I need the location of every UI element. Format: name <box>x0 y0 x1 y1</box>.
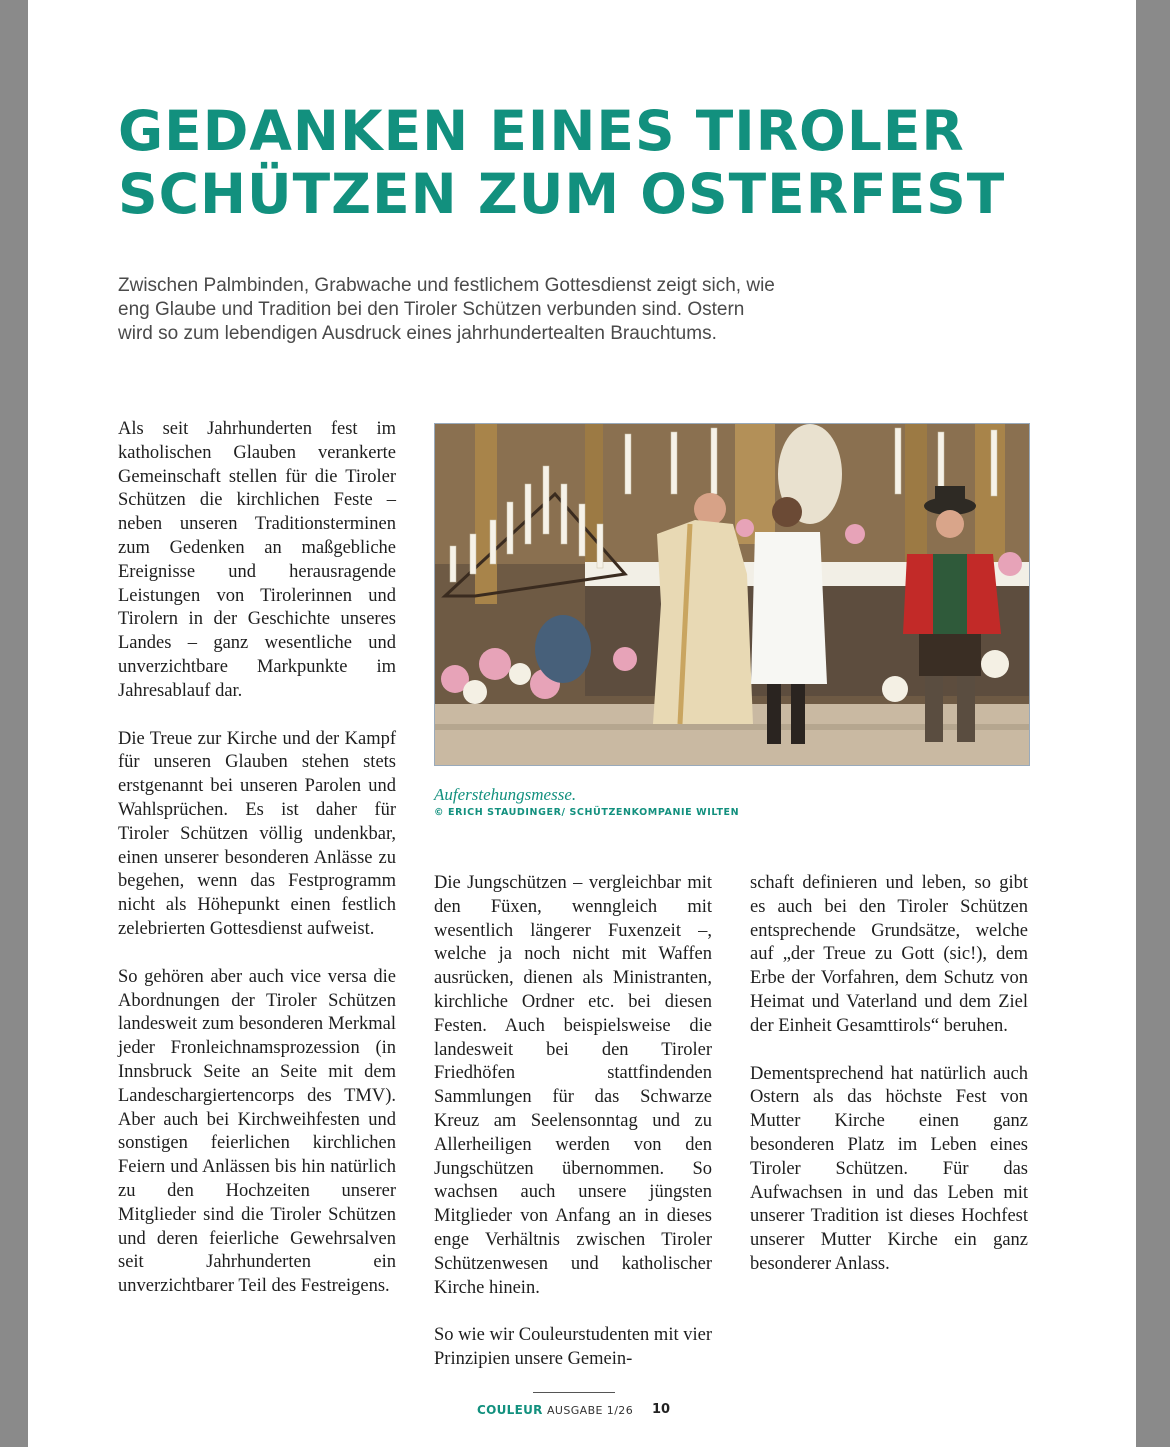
article-column-2 <box>434 872 712 1396</box>
article-column-3 <box>750 872 1028 1301</box>
footer-divider <box>533 1392 615 1393</box>
paragraph: Dementsprechend hat natürlich auch Ostern als das höchste Fest von Mutter Kirche einen ganz besonderen Platz im Leben eines Tiroler Schützen. Für das Aufwachsen in und das Leben mit unserer Tradition ist dieses Hochfest unserer Mutter Kirche ein ganz besonderer Anlass. <box>750 1063 1028 1274</box>
photo-credit: © ERICH STAUDINGER/ SCHÜTZENKOMPANIE WILTEN <box>434 807 740 818</box>
magazine-page <box>28 0 1136 1447</box>
article-title-line: SCHÜTZEN ZUM OSTERFEST <box>118 162 1006 226</box>
paragraph: So wie wir Couleurstudenten mit vier Prinzipien unsere Gemein- <box>434 1325 712 1370</box>
church-altar-photo <box>434 423 1030 766</box>
intro-line: Zwischen Palmbinden, Grabwache und festlichem Gottesdienst zeigt sich, wie <box>118 275 775 296</box>
intro-line: eng Glaube und Tradition bei den Tiroler Schützen verbunden sind. Ostern <box>118 299 745 320</box>
page-footer <box>477 1390 697 1422</box>
paragraph: schaft definieren und leben, so gibt es auch bei den Tiroler Schützen entsprechende Grundsätze, welche auf „der Treue zu Gott (sic!), dem Erbe der Vorfahren, dem Schutz von Heimat und Vaterland und dem Ziel der Einheit Gesamttirols“ beruhen. <box>750 873 1028 1036</box>
paragraph: So gehören aber auch vice versa die Abordnungen der Tiroler Schützen landesweit zum besonderen Merkmal jeder Fronleichnamsprozession (in Innsbruck Seite an Seite mit dem Landeschargiertencorps des TMV). Aber auch bei Kirchweihfesten und sonstigen feierlichen kirchlichen Feiern und Anlässen bis hin natürlich zu den Hochzeiten unserer Mitglieder sind die Tiroler Schützen und deren feierliche Gewehrsalven seit Jahrhunderten ein unverzichtbarer Teil des Festreigens. <box>118 966 396 1297</box>
paragraph: Als seit Jahrhunderten fest im katholischen Glauben verankerte Gemeinschaft stellen für die Tiroler Schützen die kirchlichen Feste – neben unseren Traditionsterminen zum Gedenken an maßgebliche Ereignisse und herausragende Leistungen von Tirolerinnen und Tirolern in der Geschichte unseres Landes – ganz wesentliche und unverzichtbare Markpunkte im Jahresablauf dar. <box>118 419 396 701</box>
photo-caption <box>434 784 1034 820</box>
issue-label: AUSGABE 1/26 <box>547 1404 634 1417</box>
article-column-1 <box>118 418 396 1323</box>
intro-line: wird so zum lebendigen Ausdruck eines jahrhundertealten Brauchtums. <box>118 323 717 344</box>
article-title-line: GEDANKEN EINES TIROLER <box>118 99 965 163</box>
couleur-logo: COULEUR <box>477 1403 543 1417</box>
paragraph: Die Treue zur Kirche und der Kampf für unseren Glauben stehen stets erstgenannt bei unseren Parolen und Wahlsprüchen. Es ist daher für Tiroler Schützen völlig undenkbar, einen unserer besonderen Anlässe zu begehen, wenn das Festprogramm nicht als Höhepunkt einen festlich zelebrierten Gottesdienst aufweist. <box>118 728 396 939</box>
page-number: 10 <box>652 1402 671 1417</box>
paragraph: Die Jungschützen – vergleichbar mit den Füxen, wenngleich mit wesentlich längerer Fuxenzeit –, welche ja noch nicht mit Waffen ausrücken, dienen als Ministranten, kirchliche Ordner etc. bei diesen Festen. Auch beispielsweise die landesweit bei den Tiroler Friedhöfen stattfindenden Sammlungen für das Schwarze Kreuz am Seelensonntag und zu Allerheiligen werden von den Jungschützen übernommen. So wachsen auch unsere jüngsten Mitglieder von Anfang an in dieses enge Verhältnis zwischen Tiroler Schützenwesen und katholischer Kirche hinein. <box>434 873 712 1298</box>
article-intro <box>118 274 918 346</box>
article-title <box>118 100 1078 226</box>
caption-title: Auferstehungsmesse. <box>434 785 577 804</box>
